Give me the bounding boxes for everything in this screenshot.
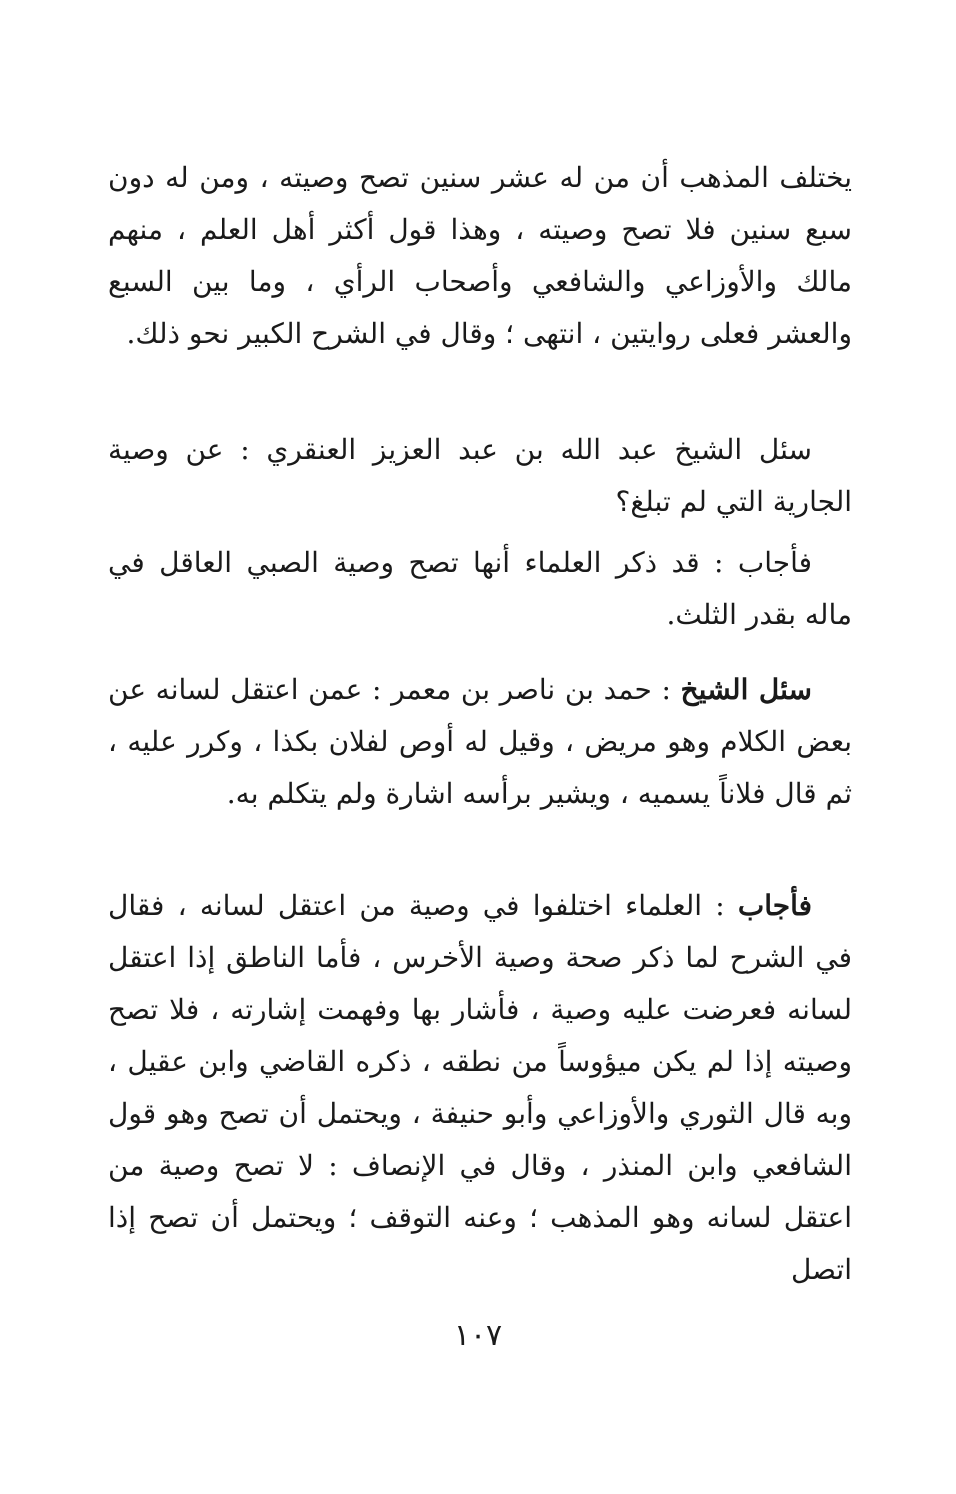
paragraph-3-text: فأجاب : قد ذكر العلماء أنها تصح وصية الصبي العاقل في ماله بقدر الثلث. — [108, 546, 852, 631]
paragraph-4-body: : حمد بن ناصر بن معمر : عمن اعتقل لسانه عن بعض الكلام وهو مريض ، وقيل له أوص لفلان بكذا ، وكرر عليه ، ثم قال فلاناً يسميه ، ويشير برأسه اشارة ولم يتكلم به. — [108, 673, 852, 810]
paragraph-5 — [108, 880, 852, 1296]
paragraph-4-lead: سئل الشيخ — [680, 673, 812, 706]
paragraph-5-body: : العلماء اختلفوا في وصية من اعتقل لسانه ، فقال في الشرح لما ذكر صحة وصية الأخرس ، فأما الناطق إذا اعتقل لسانه فعرضت عليه وصية ، فأشار بها وفهمت إشارته ، فلا تصح وصيته إذا لم يكن ميؤوساً من نطقه ، ذكره القاضي وابن عقيل ، وبه قال الثوري والأوزاعي وأبو حنيفة ، ويحتمل أن تصح وهو قول الشافعي وابن المنذر ، وقال في الإنصاف : لا تصح وصية من اعتقل لسانه وهو المذهب ؛ وعنه التوقف ؛ ويحتمل أن تصح إذا اتصل — [108, 889, 852, 1286]
paragraph-1-text: يختلف المذهب أن من له عشر سنين تصح وصيته ، ومن له دون سبع سنين فلا تصح وصيته ، وهذا قول أكثر أهل العلم ، منهم مالك والأوزاعي والشافعي وأصحاب الرأي ، وما بين السبع والعشر فعلى روايتين ، انتهى ؛ وقال في الشرح الكبير نحو ذلك. — [108, 161, 852, 350]
paragraph-2 — [108, 424, 852, 528]
paragraph-4 — [108, 664, 852, 820]
paragraph-4-text — [108, 664, 852, 820]
paragraph-5-text — [108, 880, 852, 1296]
paragraph-3 — [108, 537, 852, 641]
paragraph-5-lead: فأجاب — [737, 889, 812, 922]
page-number: ١٠٧ — [453, 1318, 503, 1353]
paragraph-1 — [108, 152, 852, 360]
paragraph-2-text: سئل الشيخ عبد الله بن عبد العزيز العنقري : عن وصية الجارية التي لم تبلغ؟ — [108, 433, 852, 518]
